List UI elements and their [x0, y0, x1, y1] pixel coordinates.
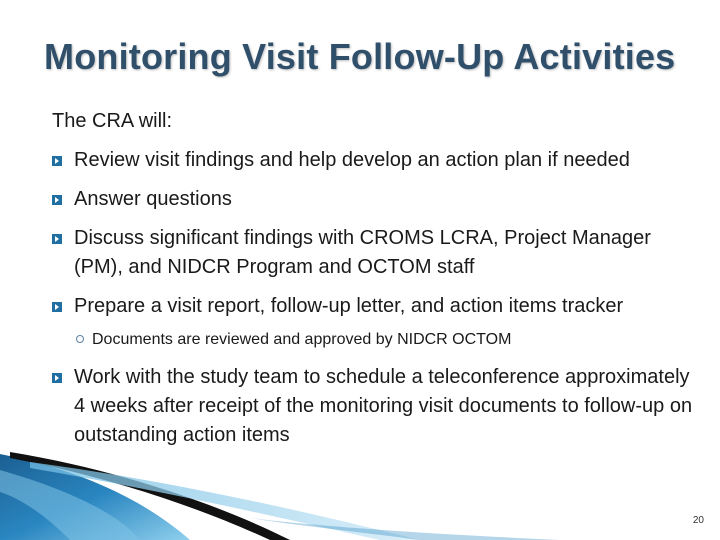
arrow-square-icon	[52, 373, 62, 383]
bullet-item	[52, 185, 702, 214]
bullet-item	[52, 292, 702, 321]
arrow-square-icon	[52, 195, 62, 205]
arrow-square-icon	[52, 156, 62, 166]
slide-title: Monitoring Visit Follow-Up Activities	[44, 36, 676, 77]
arrow-square-icon	[52, 234, 62, 244]
bullet-item	[52, 146, 702, 175]
bullet-text: Work with the study team to schedule a teleconference approximately 4 weeks after receipt of the monitoring visit documents to follow-up on outstanding action items	[74, 366, 693, 446]
arrow-square-icon	[52, 302, 62, 312]
sub-bullet-text: Documents are reviewed and approved by NIDCR OCTOM	[92, 331, 512, 348]
hollow-circle-icon	[76, 335, 84, 343]
page-number: 20	[692, 515, 704, 526]
bullet-text: Prepare a visit report, follow-up letter, and action items tracker	[74, 295, 624, 317]
bullet-item	[52, 363, 702, 450]
sub-bullet-item	[52, 329, 702, 351]
bullet-list	[52, 146, 702, 450]
bullet-text: Discuss significant findings with CROMS LCRA, Project Manager (PM), and NIDCR Program and OCTOM staff	[74, 227, 651, 278]
intro-text: The CRA will:	[52, 110, 173, 132]
bullet-text: Review visit findings and help develop an action plan if needed	[74, 149, 630, 171]
bullet-item	[52, 224, 702, 282]
bullet-text: Answer questions	[74, 188, 232, 210]
